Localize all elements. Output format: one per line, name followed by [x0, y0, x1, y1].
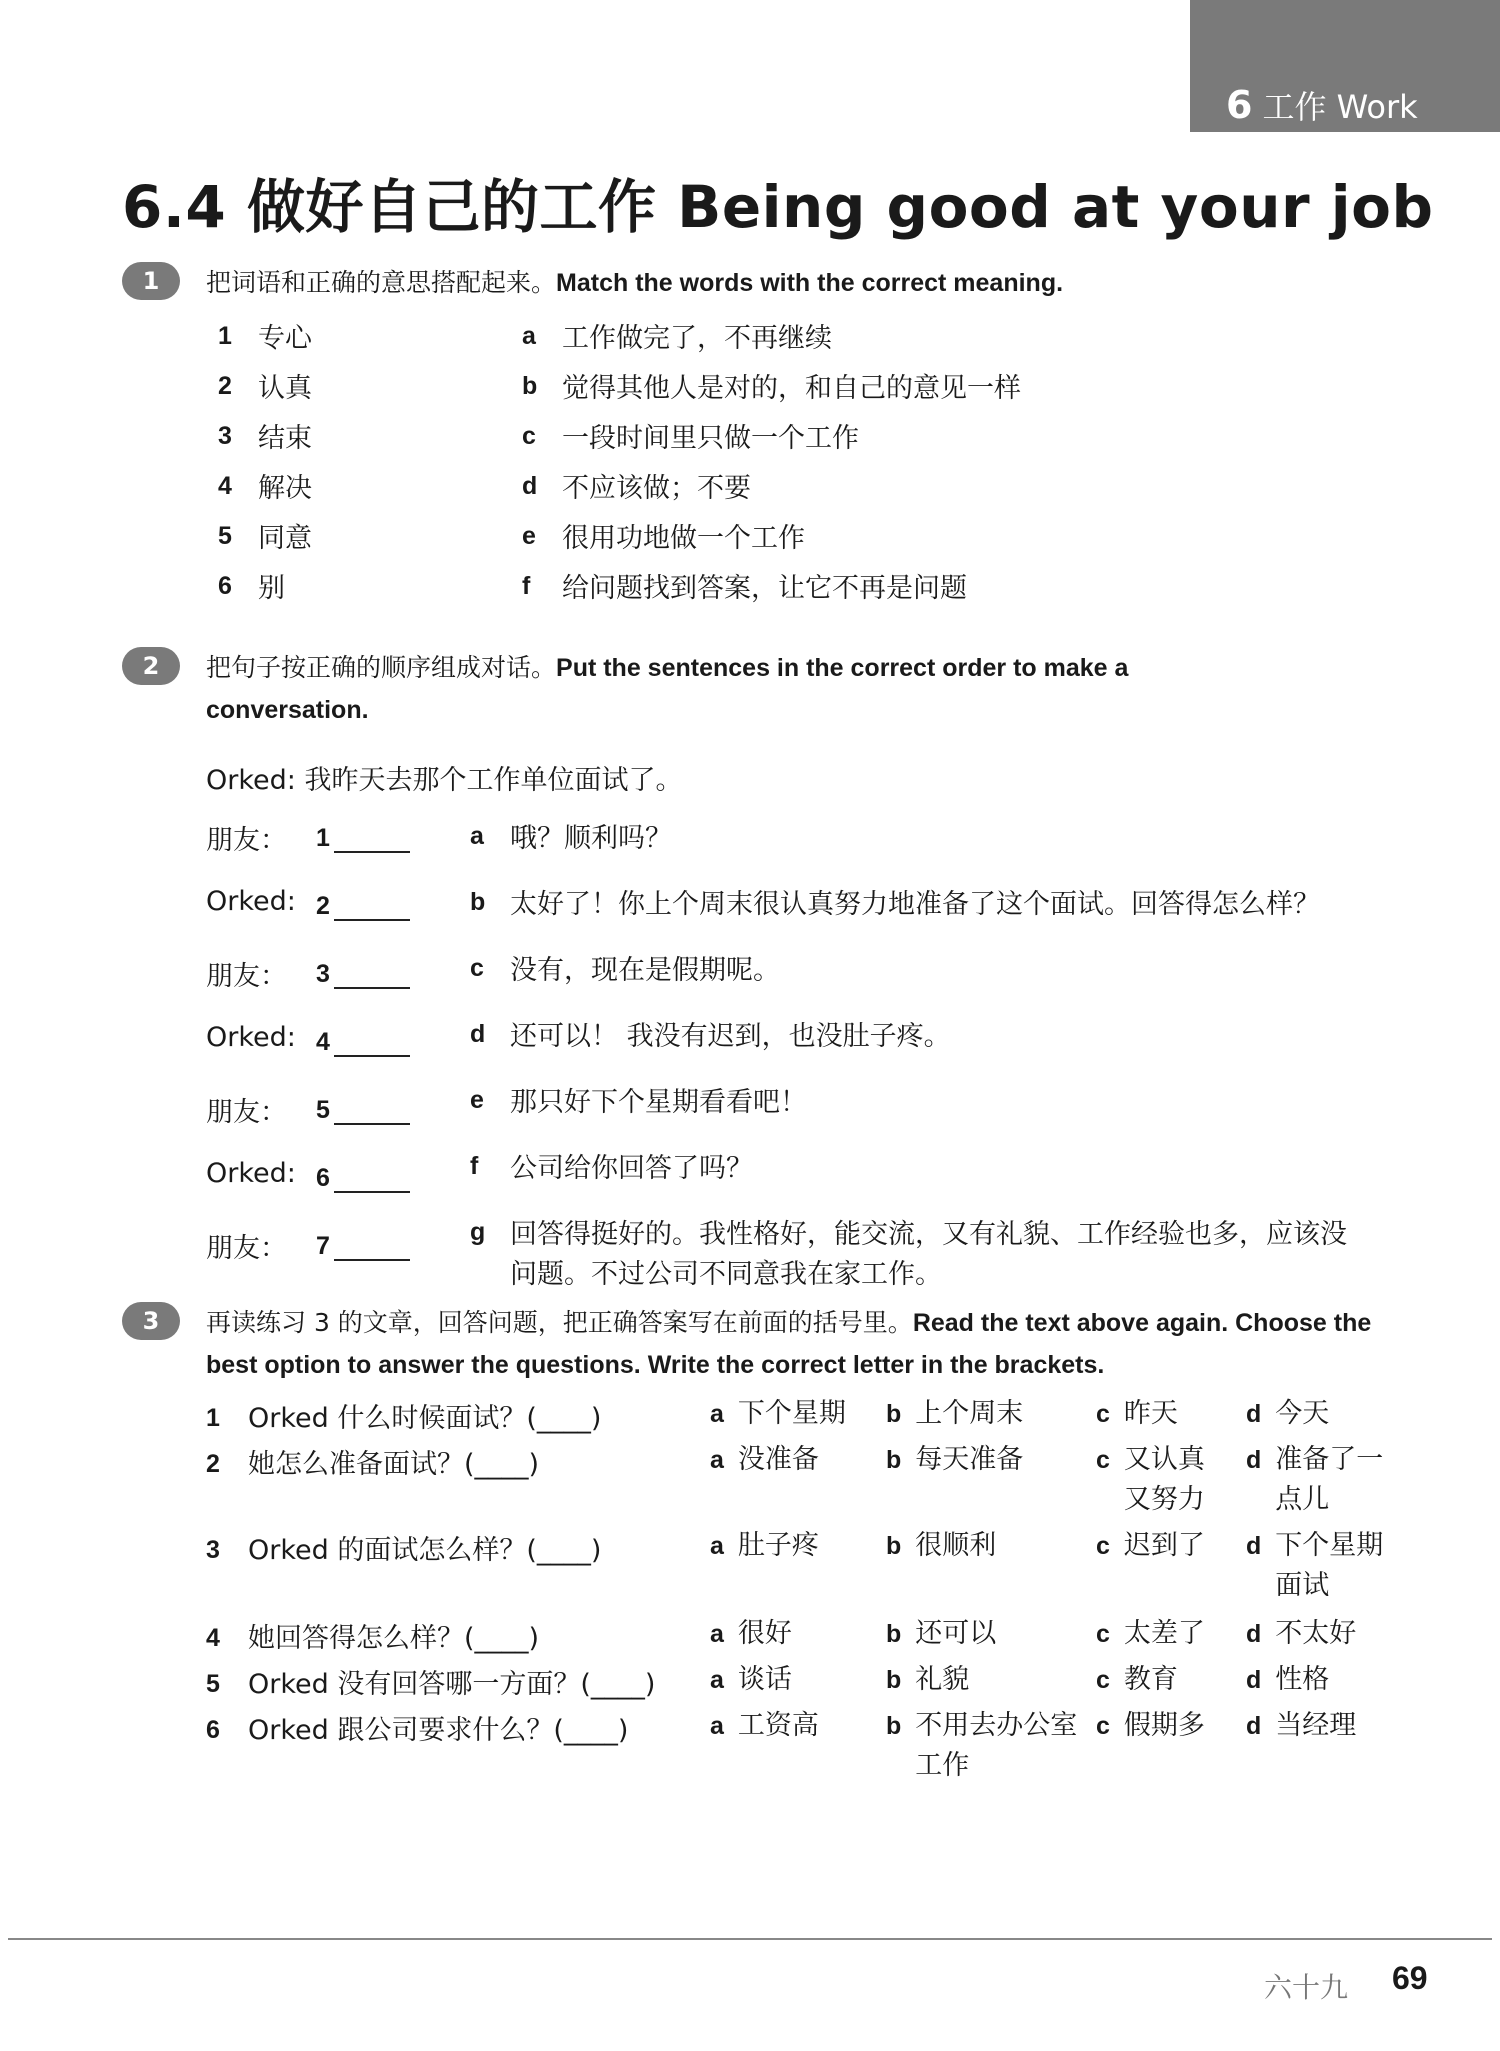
sentence: 太好了！你上个周末很认真努力地准备了这个面试。回答得怎么样？	[510, 889, 1320, 920]
word: 专心	[258, 323, 312, 354]
instruction-cn: 把词语和正确的意思搭配起来。	[206, 268, 557, 297]
page-number-chinese: 六十九	[1264, 1971, 1349, 2004]
question-number: 4	[206, 1624, 220, 1652]
meaning: 很用功地做一个工作	[562, 523, 805, 554]
answer-slot: 7	[316, 1230, 410, 1261]
question: 她怎么准备面试？(____)	[248, 1449, 540, 1480]
word: 认真	[258, 373, 312, 404]
answer-blank[interactable]	[334, 1165, 410, 1193]
option-a[interactable]: a 下个星期	[710, 1398, 846, 1429]
option-c[interactable]: c 教育	[1096, 1664, 1178, 1695]
option-a[interactable]: a 工资高	[710, 1710, 819, 1741]
page-title: 6.4 做好自己的工作 Being good at your job	[122, 173, 1434, 241]
page-number: 69	[1392, 1960, 1428, 1996]
sentence-letter: g	[470, 1218, 486, 1246]
speaker: 朋友：	[206, 825, 287, 856]
answer-slot: 4	[316, 1026, 410, 1057]
option-c[interactable]: c 太差了	[1096, 1618, 1205, 1649]
word: 结束	[258, 423, 312, 454]
option-a[interactable]: a 谈话	[710, 1664, 792, 1695]
option-a[interactable]: a 很好	[710, 1618, 792, 1649]
option-d[interactable]: d 当经理	[1246, 1710, 1357, 1741]
word-number: 2	[218, 372, 232, 400]
exercise-3-badge: 3	[122, 1302, 180, 1340]
answer-slot: 3	[316, 958, 410, 989]
question-number: 6	[206, 1716, 220, 1744]
option-d[interactable]: d 不太好	[1246, 1618, 1357, 1649]
word-number: 4	[218, 472, 232, 500]
sentence: 那只好下个星期看看吧！	[510, 1087, 807, 1118]
answer-blank[interactable]	[334, 893, 410, 921]
speaker: 朋友：	[206, 1097, 287, 1128]
option-d[interactable]: d 准备了一点儿	[1246, 1444, 1384, 1515]
option-c[interactable]: c 又认真又努力	[1096, 1444, 1205, 1515]
meaning: 一段时间里只做一个工作	[562, 423, 859, 454]
instruction-en: Match the words with the correct meaning.	[556, 269, 1064, 297]
exercise-1-instruction	[206, 262, 1406, 304]
word-number: 3	[218, 422, 232, 450]
word-number: 1	[218, 322, 232, 350]
meaning: 不应该做；不要	[562, 473, 751, 504]
exercise-2-instruction	[206, 647, 1266, 731]
instruction-en: Put the sentences in the correct order to make a conversation.	[206, 654, 1129, 724]
question-number: 3	[206, 1536, 220, 1564]
question: 她回答得怎么样？(____)	[248, 1623, 540, 1654]
meaning-letter: e	[522, 522, 536, 550]
option-b[interactable]: b 礼貌	[886, 1664, 970, 1695]
option-d[interactable]: d 今天	[1246, 1398, 1330, 1429]
question: Orked 跟公司要求什么？(____)	[248, 1715, 629, 1746]
answer-blank[interactable]	[334, 1233, 410, 1261]
question-number: 1	[206, 1404, 220, 1432]
chapter-title: 工作 Work	[1262, 88, 1418, 126]
sentence: 哦？顺利吗？	[510, 823, 672, 854]
instruction-cn: 再读练习 3 的文章，回答问题，把正确答案写在前面的括号里。	[206, 1308, 913, 1337]
instruction-cn: 把句子按正确的顺序组成对话。	[206, 653, 557, 682]
question: Orked 没有回答哪一方面？(____)	[248, 1669, 656, 1700]
sentence-letter: c	[470, 954, 484, 982]
answer-slot: 1	[316, 822, 410, 853]
word-number: 5	[218, 522, 232, 550]
meaning: 给问题找到答案，让它不再是问题	[562, 573, 967, 604]
meaning: 觉得其他人是对的，和自己的意见一样	[562, 373, 1021, 404]
question-number: 2	[206, 1450, 220, 1478]
word: 解决	[258, 473, 312, 504]
option-c[interactable]: c 迟到了	[1096, 1530, 1205, 1561]
answer-blank[interactable]	[334, 961, 410, 989]
dialogue-intro: Orked: 我昨天去那个工作单位面试了。	[206, 765, 683, 796]
exercise-2-badge: 2	[122, 647, 180, 685]
answer-slot: 5	[316, 1094, 410, 1125]
meaning-letter: a	[522, 322, 536, 350]
question-number: 5	[206, 1670, 220, 1698]
speaker: Orked:	[206, 1158, 296, 1189]
option-d[interactable]: d 下个星期面试	[1246, 1530, 1384, 1601]
sentence-letter: e	[470, 1086, 484, 1114]
sentence-letter: a	[470, 822, 484, 850]
exercise-3-instruction	[206, 1302, 1386, 1386]
sentence-continued: 问题。不过公司不同意我在家工作。	[510, 1259, 942, 1290]
footer-divider	[8, 1938, 1492, 1940]
answer-blank[interactable]	[334, 1097, 410, 1125]
chapter-tab	[1190, 0, 1500, 132]
word: 别	[258, 573, 285, 604]
word-number: 6	[218, 572, 232, 600]
meaning-letter: c	[522, 422, 536, 450]
sentence: 公司给你回答了吗？	[510, 1153, 753, 1184]
option-b[interactable]: b 上个周末	[886, 1398, 1024, 1429]
meaning: 工作做完了，不再继续	[562, 323, 832, 354]
speaker: 朋友：	[206, 961, 287, 992]
option-a[interactable]: a 没准备	[710, 1444, 819, 1475]
answer-slot: 2	[316, 890, 410, 921]
speaker: Orked:	[206, 1022, 296, 1053]
sentence: 还可以！ 我没有迟到，也没肚子疼。	[510, 1021, 951, 1052]
option-b[interactable]: b 每天准备	[886, 1444, 1024, 1475]
sentence-letter: b	[470, 888, 486, 916]
speaker: 朋友：	[206, 1233, 287, 1264]
instruction-en: Read the text above again. Choose the best option to answer the questions. Write the correct letter in the brackets.	[206, 1309, 1372, 1379]
meaning-letter: f	[522, 572, 531, 600]
answer-slot: 6	[316, 1162, 410, 1193]
option-b[interactable]: b 很顺利	[886, 1530, 997, 1561]
word: 同意	[258, 523, 312, 554]
sentence: 没有，现在是假期呢。	[510, 955, 780, 986]
sentence-letter: d	[470, 1020, 486, 1048]
exercise-1-badge: 1	[122, 262, 180, 300]
option-d[interactable]: d 性格	[1246, 1664, 1330, 1695]
question: Orked 什么时候面试？(____)	[248, 1403, 602, 1434]
option-b[interactable]: b 不用去办公室工作	[886, 1710, 1078, 1781]
option-a[interactable]: a 肚子疼	[710, 1530, 819, 1561]
answer-blank[interactable]	[334, 825, 410, 853]
meaning-letter: d	[522, 472, 538, 500]
meaning-letter: b	[522, 372, 538, 400]
answer-blank[interactable]	[334, 1029, 410, 1057]
sentence: 回答得挺好的。我性格好，能交流，又有礼貌、工作经验也多，应该没	[510, 1219, 1347, 1250]
sentence-letter: f	[470, 1152, 479, 1180]
question: Orked 的面试怎么样？(____)	[248, 1535, 602, 1566]
chapter-number: 6	[1226, 83, 1253, 127]
option-c[interactable]: c 昨天	[1096, 1398, 1178, 1429]
option-c[interactable]: c 假期多	[1096, 1710, 1205, 1741]
speaker: Orked:	[206, 886, 296, 917]
option-b[interactable]: b 还可以	[886, 1618, 997, 1649]
